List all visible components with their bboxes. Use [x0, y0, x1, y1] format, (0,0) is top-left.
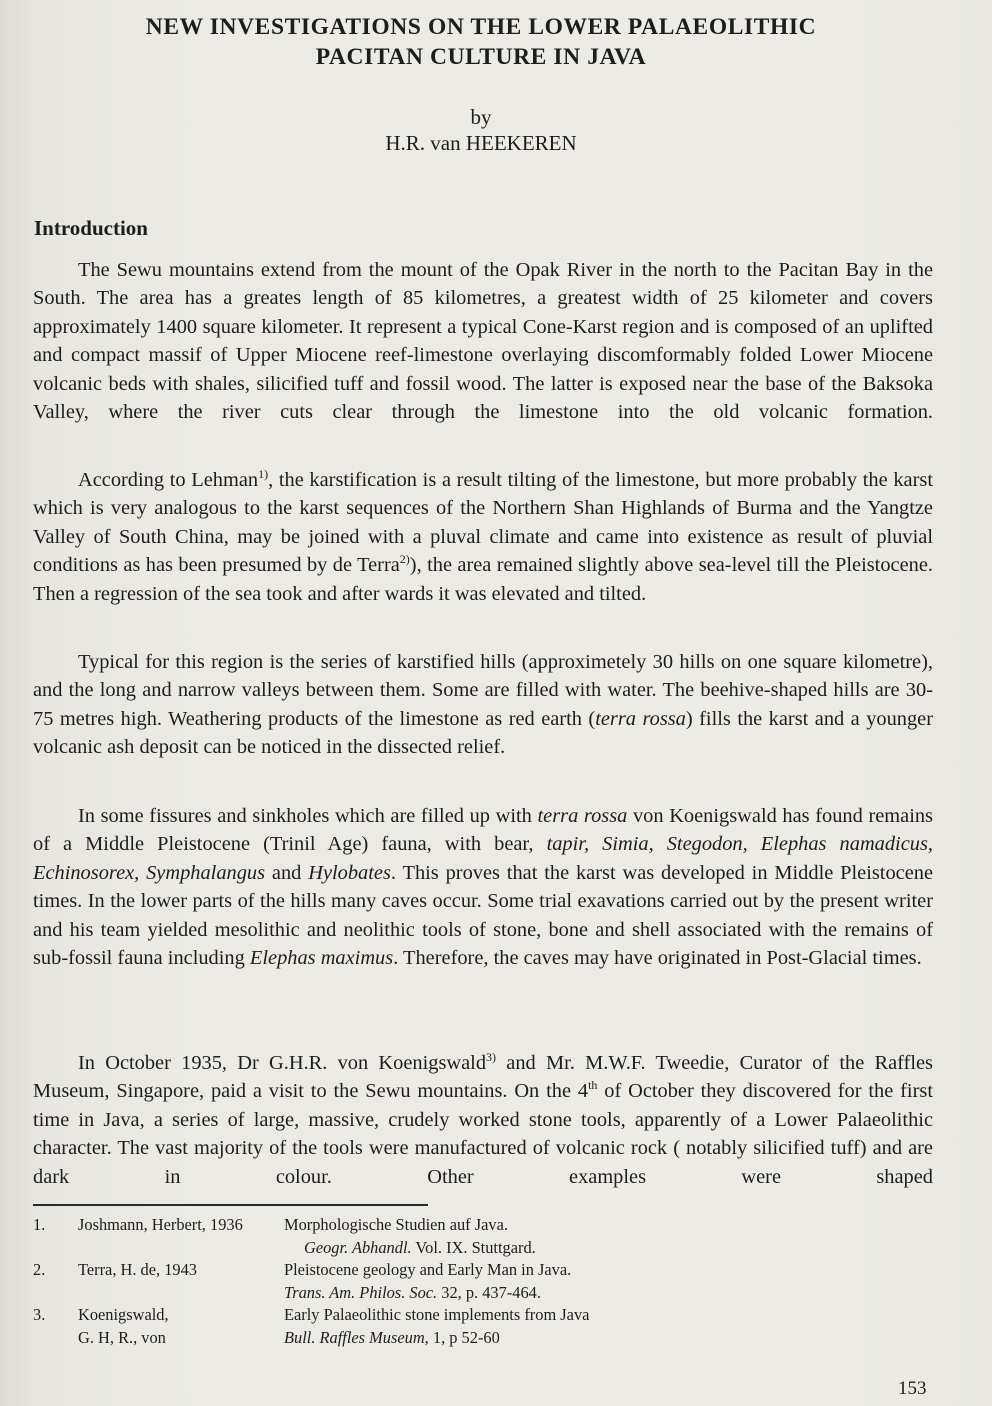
footnote-3-source-rest: , 1, p 52-60 — [424, 1327, 500, 1347]
section-heading: Introduction — [34, 216, 148, 240]
paragraph-1 — [33, 256, 933, 426]
paragraph-4-italic-3: Hylobates — [308, 861, 391, 884]
paragraph-4-part-c: and — [265, 861, 309, 884]
paragraph-4-text — [33, 802, 933, 972]
paragraph-5-text — [33, 1049, 933, 1191]
paragraph-5 — [33, 1049, 933, 1191]
footnote-2-source-rest: 32, p. 437-464. — [437, 1282, 541, 1302]
footnote-1-author: Joshmann, Herbert, 1936 — [78, 1215, 243, 1234]
paragraph-4-italic-1: terra rossa — [537, 805, 628, 827]
footnote-3-title: Early Palaeolithic stone implements from Java — [284, 1305, 590, 1325]
footnote-3-source — [284, 1327, 933, 1350]
footnote-divider — [33, 1204, 428, 1206]
footnote-1-number: 1. — [33, 1215, 46, 1234]
paragraph-3-italic: terra rossa — [595, 707, 686, 730]
paragraph-1-text: The Sewu mountains extend from the mount of the Opak River in the north to the Pacitan Bay in the South. The area has a greates length of 85 kilometres, a greatest width of 25 kilometer and covers approximately 1400 square kilometer. It represent a typical Cone-Karst region and is composed of an uplifted and compact massif of Upper Miocene reef-limestone overlaying discomformably folded Lower Miocene volcanic beds with shales, silicified tuff and fossil wood. The latter is exposed near the base of the Baksoka Valley, where the river cuts clear through the limestone into the old volcanic formation. — [33, 259, 933, 424]
footnote-ref-2: 2) — [399, 552, 410, 567]
byline-author: H.R. van HEEKEREN — [385, 131, 577, 155]
footnote-1-source-italic: Geogr. Abhandl. — [304, 1237, 412, 1257]
footnote-2-source — [284, 1282, 933, 1305]
footnote-2-source-italic: Trans. Am. Philos. Soc. — [284, 1282, 438, 1302]
footnote-2-author: Terra, H. de, 1943 — [78, 1260, 198, 1280]
paragraph-4-part-d: . This proves that the karst was developed in Middle Pleistocene times. In the lower parts of the hills many caves occur. Some trial exavations carried out by the present writer and his team yielded mesolithic and neolithic tools of stone, bone and shell associated with the remains of sub-fossil fauna including — [33, 861, 934, 970]
footnote-2-number: 2. — [33, 1260, 46, 1280]
footnote-2-title: Pleistocene geology and Early Man in Java. — [284, 1260, 572, 1280]
paragraph-4-part-b: von Koenigswald has found remains of a Middle Pleistocene (Trinil Age) fauna, with bear, — [33, 805, 933, 856]
footnotes — [33, 1214, 933, 1350]
footnote-1-source-rest: Vol. IX. Stuttgard. — [411, 1237, 536, 1257]
paragraph-4-italic-4: Elephas maximus — [249, 947, 394, 970]
footnote-3-author-line-2: G. H, R., von — [78, 1327, 166, 1347]
title-line-1: NEW INVESTIGATIONS ON THE LOWER PALAEOLITHIC — [145, 14, 817, 40]
paragraph-3-text — [33, 648, 933, 762]
paragraph-2-part-c: ), the area remained slightly above sea-level till the Pleistocene. Then a regression of the sea took and after wards it was elevated and tilted. — [33, 554, 933, 605]
paragraph-3 — [33, 648, 933, 762]
paragraph-4-italic-2: tapir, Simia, Stegodon, Elephas namadicus, Echinosorex, Symphalangus — [33, 833, 933, 884]
footnote-ref-3: 3) — [486, 1050, 497, 1064]
paragraph-2-part-b: , the karstification is a result tilting of the limestone, but more probably the karst which is very analogous to the karst sequences of the Northern Shan Highlands of Burma and the Yangtze Valley of South China, may be joined with a pluval climate and came into existence as result of pluvial conditions as has been presumed by de Terra — [33, 469, 933, 577]
footnote-1-source — [284, 1237, 933, 1260]
page-number: 153 — [898, 1378, 927, 1399]
paragraph-2 — [33, 466, 933, 608]
footnote-1-title: Morphologische Studien auf Java. — [284, 1215, 508, 1234]
paragraph-5-part-b: and Mr. M.W.F. Tweedie, Curator of the Raffles Museum, Singapore, paid a visit to the Sewu mountains. On the 4 — [33, 1052, 933, 1103]
paragraph-3-part-a: Typical for this region is the series of karstified hills (approximetely 30 hills on one square kilometre), and the long and narrow valleys between them. Some are filled with water. The beehive-shaped hills are 30-75 metres high. Weathering products of the limestone as red earth ( — [33, 651, 933, 730]
paragraph-5-part-a: In October 1935, Dr G.H.R. von Koenigswald — [78, 1052, 487, 1074]
article-title — [0, 12, 962, 72]
title-line-2: PACITAN CULTURE IN JAVA — [315, 44, 647, 70]
footnote-3-source-italic: Bull. Raffles Museum — [284, 1327, 425, 1347]
paragraph-2-text — [33, 466, 933, 608]
footnote-3-author: Koenigswald, — [78, 1305, 169, 1325]
footnote-1 — [33, 1214, 933, 1259]
footnote-3-number: 3. — [33, 1305, 46, 1325]
footnote-3 — [33, 1304, 933, 1349]
paragraph-4-part-e: . Therefore, the caves may have originated in Post-Glacial times. — [393, 947, 922, 970]
paragraph-4-part-a: In some fissures and sinkholes which are filled up with — [78, 805, 538, 827]
paragraph-2-part-a: According to Lehman — [78, 469, 259, 491]
byline-by: by — [470, 105, 492, 129]
paragraph-4 — [33, 802, 933, 972]
paragraph-5-part-c: of October they discovered for the first time in Java, a series of large, massive, crudely worked stone tools, apparently of a Lower Palaeolithic character. The vast majority of the tools were manufactured of volcanic rock ( notably silicified tuff) and are dark in colour. Other examples were shaped — [33, 1080, 933, 1188]
footnote-2 — [33, 1259, 933, 1304]
paragraph-3-part-b: ) fills the karst and a younger volcanic ash deposit can be noticed in the dissected relief. — [33, 707, 934, 759]
ordinal-suffix: th — [588, 1078, 598, 1093]
footnote-ref-1: 1) — [258, 467, 269, 481]
